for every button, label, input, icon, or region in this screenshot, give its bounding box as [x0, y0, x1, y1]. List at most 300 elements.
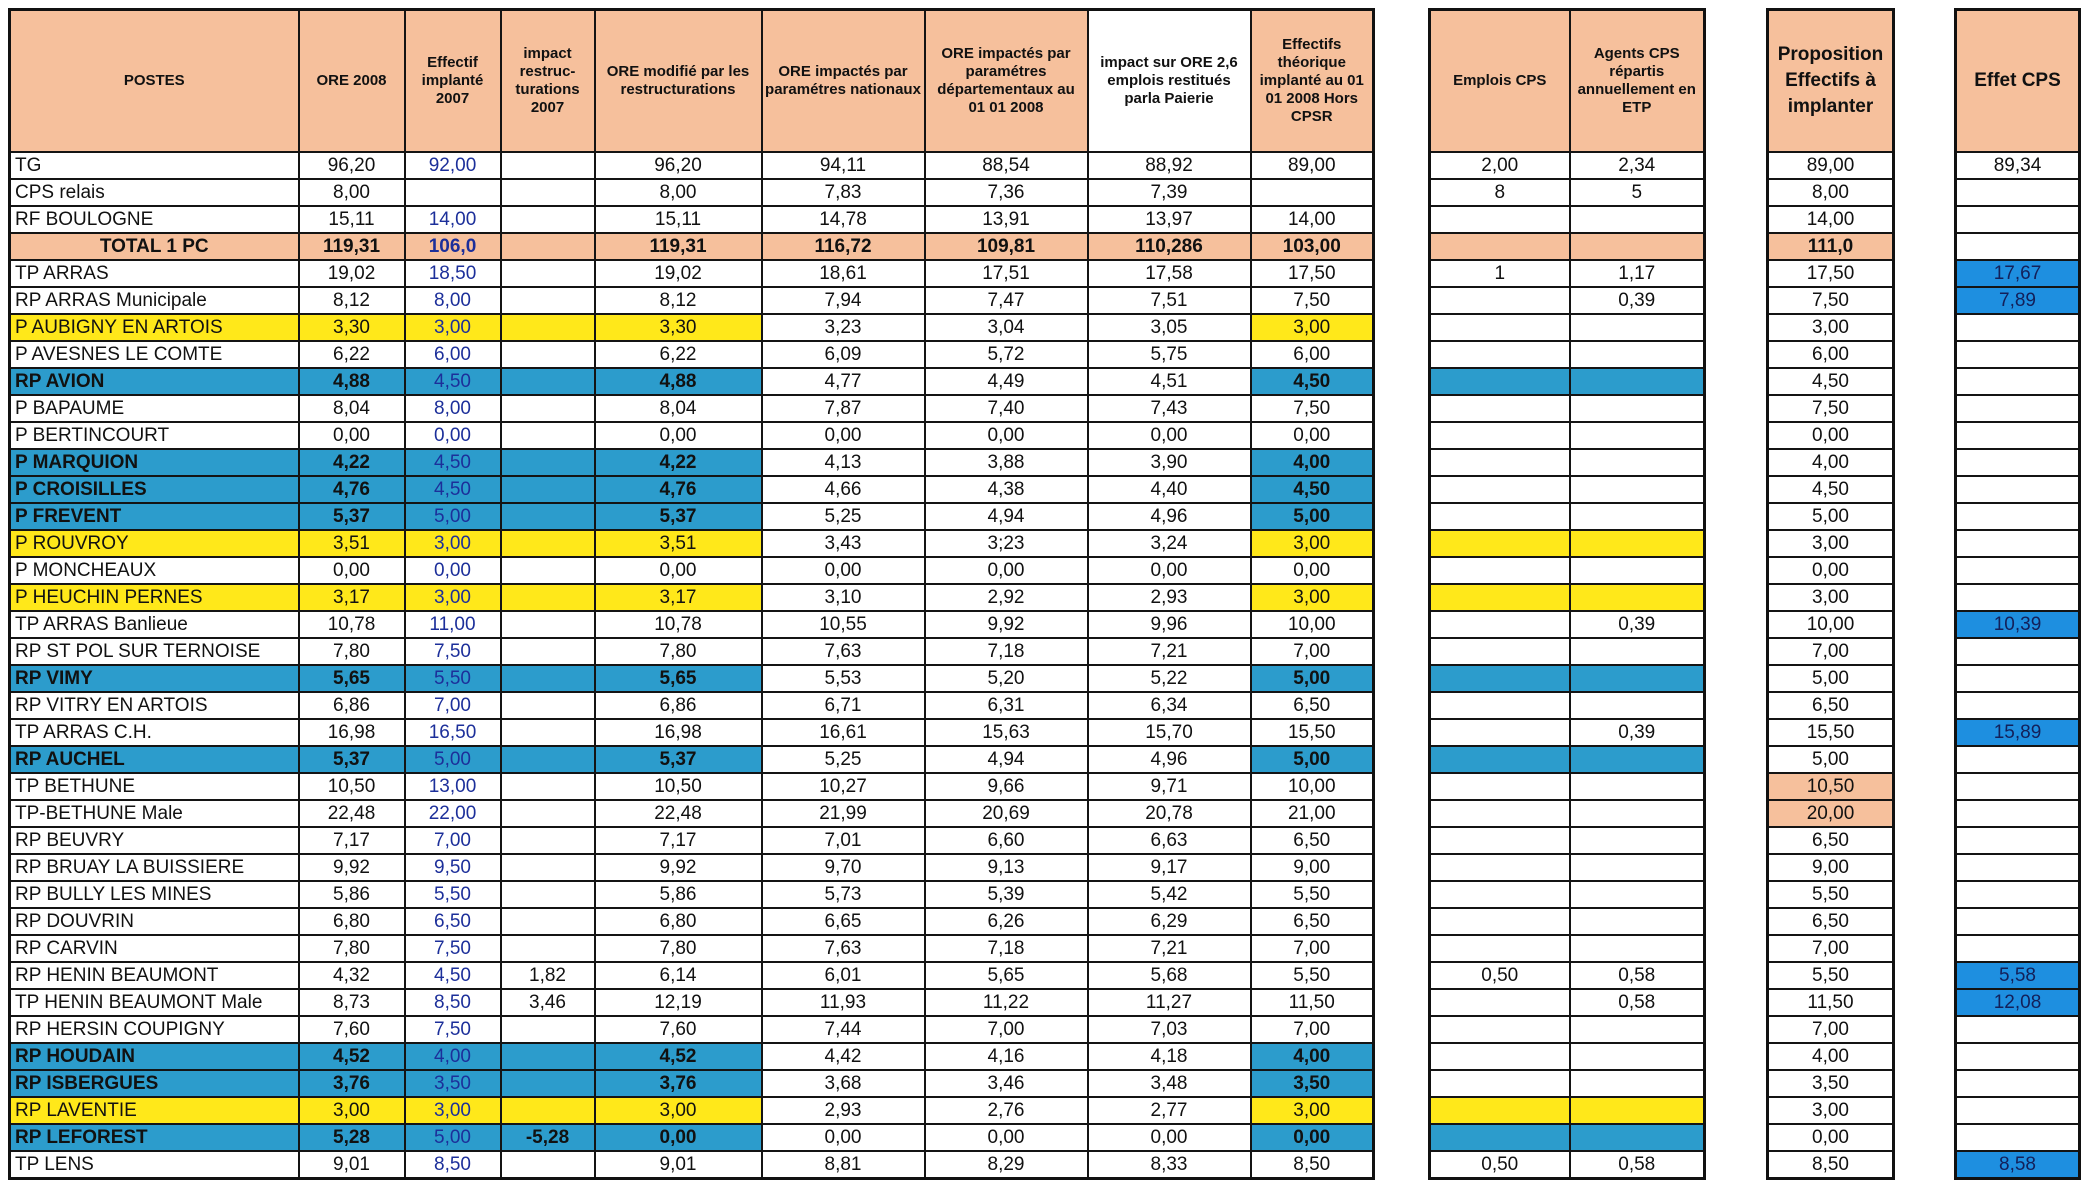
cell-impact-restructurations: 1,82: [501, 962, 595, 989]
cell-ore-departementaux: 5,39: [925, 881, 1088, 908]
cell-effet-cps: [1956, 557, 2080, 584]
cell-ore-modifie: 9,01: [595, 1151, 762, 1179]
cell-impact-paierie: 4,96: [1088, 746, 1251, 773]
cell-impact-restructurations: [501, 665, 595, 692]
cell-agents-cps: [1570, 1043, 1705, 1070]
cell-agents-cps: [1570, 368, 1705, 395]
cell-emplois-cps: [1430, 449, 1570, 476]
cell-ore-modifie: 3,30: [595, 314, 762, 341]
cell-ore-nationaux: 6,01: [762, 962, 925, 989]
cell-effectif-2007: 7,00: [405, 827, 501, 854]
cell-ore-modifie: 8,12: [595, 287, 762, 314]
cell-ore-departementaux: 5,65: [925, 962, 1088, 989]
cell-emplois-cps: 2,00: [1430, 152, 1570, 179]
effet-row: [1956, 368, 2080, 395]
cell-impact-restructurations: [501, 206, 595, 233]
effet-row: [1956, 503, 2080, 530]
cell-impact-paierie: 4,18: [1088, 1043, 1251, 1070]
cell-agents-cps: 2,34: [1570, 152, 1705, 179]
effet-row: [1956, 827, 2080, 854]
main-table: [8, 8, 1375, 1180]
table-row: [10, 503, 1374, 530]
cell-impact-restructurations: [501, 584, 595, 611]
cell-ore-departementaux: 17,51: [925, 260, 1088, 287]
cps-row: [1430, 152, 1705, 179]
proposition-row: [1768, 179, 1894, 206]
table-row: [10, 314, 1374, 341]
cps-row: [1430, 449, 1705, 476]
cell-effectif-2007: 9,50: [405, 854, 501, 881]
cell-effectif-2007: 7,50: [405, 638, 501, 665]
header-effectif-2007: Effectif implanté 2007: [405, 10, 501, 153]
cell-ore-modifie: 4,76: [595, 476, 762, 503]
effet-row: [1956, 1016, 2080, 1043]
cell-impact-restructurations: [501, 422, 595, 449]
header-agents-cps: Agents CPS répartis annuellement en ETP: [1570, 10, 1705, 153]
cell-ore-departementaux: 7,18: [925, 638, 1088, 665]
cell-effectif-2007: 8,00: [405, 395, 501, 422]
cell-effet-cps: [1956, 314, 2080, 341]
cell-impact-restructurations: [501, 395, 595, 422]
cell-ore-modifie: 9,92: [595, 854, 762, 881]
cell-impact-paierie: 7,51: [1088, 287, 1251, 314]
cell-effet-cps: 17,67: [1956, 260, 2080, 287]
cell-ore-modifie: 15,11: [595, 206, 762, 233]
cell-effectif-2007: 4,50: [405, 962, 501, 989]
cell-ore-2008: 9,01: [299, 1151, 405, 1179]
table-row: [10, 368, 1374, 395]
cell-ore-nationaux: 5,53: [762, 665, 925, 692]
cell-proposition: 7,00: [1768, 1016, 1894, 1043]
effet-row: [1956, 692, 2080, 719]
cps-row: [1430, 665, 1705, 692]
cell-impact-restructurations: [501, 1016, 595, 1043]
cell-impact-paierie: 13,97: [1088, 206, 1251, 233]
proposition-row: [1768, 449, 1894, 476]
cell-ore-nationaux: 6,71: [762, 692, 925, 719]
proposition-row: [1768, 854, 1894, 881]
cell-agents-cps: [1570, 1124, 1705, 1151]
cell-ore-modifie: 119,31: [595, 233, 762, 260]
cell-impact-paierie: 6,34: [1088, 692, 1251, 719]
cell-effectif-2007: 3,50: [405, 1070, 501, 1097]
table-row: [10, 1016, 1374, 1043]
cps-row: [1430, 1070, 1705, 1097]
table-row: [10, 476, 1374, 503]
header-ore-modifie: ORE modifié par les restructurations: [595, 10, 762, 153]
cell-emplois-cps: [1430, 395, 1570, 422]
cell-impact-restructurations: [501, 233, 595, 260]
table-row: [10, 773, 1374, 800]
cell-proposition: 5,50: [1768, 962, 1894, 989]
cell-ore-modifie: 5,37: [595, 503, 762, 530]
cell-ore-2008: 3,17: [299, 584, 405, 611]
effet-row: [1956, 881, 2080, 908]
cps-row: [1430, 989, 1705, 1016]
cell-ore-modifie: 96,20: [595, 152, 762, 179]
cell-impact-restructurations: [501, 719, 595, 746]
cps-row: [1430, 314, 1705, 341]
cell-emplois-cps: 1: [1430, 260, 1570, 287]
effet-row: [1956, 341, 2080, 368]
cell-ore-departementaux: 11,22: [925, 989, 1088, 1016]
cell-effectifs-theorique: 7,50: [1251, 395, 1374, 422]
cell-effet-cps: [1956, 395, 2080, 422]
cell-ore-nationaux: 7,83: [762, 179, 925, 206]
cell-impact-paierie: 7,43: [1088, 395, 1251, 422]
cell-ore-nationaux: 0,00: [762, 422, 925, 449]
cell-ore-nationaux: 7,63: [762, 638, 925, 665]
table-row: [10, 206, 1374, 233]
cell-agents-cps: 0,39: [1570, 611, 1705, 638]
cell-effet-cps: [1956, 746, 2080, 773]
cell-poste: P AVESNES LE COMTE: [10, 341, 299, 368]
cell-agents-cps: [1570, 395, 1705, 422]
cell-ore-departementaux: 5,20: [925, 665, 1088, 692]
cell-emplois-cps: [1430, 476, 1570, 503]
cell-agents-cps: [1570, 854, 1705, 881]
cell-effectif-2007: 3,00: [405, 530, 501, 557]
cell-ore-nationaux: 3,23: [762, 314, 925, 341]
cell-impact-paierie: 20,78: [1088, 800, 1251, 827]
cell-effet-cps: [1956, 206, 2080, 233]
cell-emplois-cps: [1430, 1043, 1570, 1070]
cell-ore-departementaux: 0,00: [925, 1124, 1088, 1151]
cell-ore-nationaux: 14,78: [762, 206, 925, 233]
cell-ore-modifie: 16,98: [595, 719, 762, 746]
cell-ore-2008: 9,92: [299, 854, 405, 881]
cell-effectif-2007: 6,50: [405, 908, 501, 935]
cell-emplois-cps: [1430, 692, 1570, 719]
cell-effectifs-theorique: 3,00: [1251, 1097, 1374, 1124]
proposition-row: [1768, 287, 1894, 314]
cell-ore-departementaux: 8,29: [925, 1151, 1088, 1179]
cell-ore-2008: 4,32: [299, 962, 405, 989]
cell-proposition: 89,00: [1768, 152, 1894, 179]
cell-poste: RP ST POL SUR TERNOISE: [10, 638, 299, 665]
cell-effectif-2007: 8,50: [405, 989, 501, 1016]
effet-row: [1956, 395, 2080, 422]
cell-effectifs-theorique: 3,00: [1251, 314, 1374, 341]
proposition-row: [1768, 395, 1894, 422]
cell-ore-departementaux: 2,76: [925, 1097, 1088, 1124]
effet-row: [1956, 422, 2080, 449]
cell-proposition: 111,0: [1768, 233, 1894, 260]
cell-ore-2008: 8,12: [299, 287, 405, 314]
cell-effectifs-theorique: 5,00: [1251, 665, 1374, 692]
cell-ore-2008: 10,78: [299, 611, 405, 638]
cell-ore-nationaux: 3,68: [762, 1070, 925, 1097]
cell-proposition: 8,00: [1768, 179, 1894, 206]
cell-ore-nationaux: 7,94: [762, 287, 925, 314]
cell-ore-2008: 5,28: [299, 1124, 405, 1151]
proposition-row: [1768, 1043, 1894, 1070]
cell-ore-nationaux: 7,63: [762, 935, 925, 962]
cell-proposition: 3,00: [1768, 314, 1894, 341]
cell-ore-departementaux: 7,47: [925, 287, 1088, 314]
cps-row: [1430, 908, 1705, 935]
cell-ore-nationaux: 3,43: [762, 530, 925, 557]
table-row: [10, 989, 1374, 1016]
table-row: [10, 638, 1374, 665]
cell-impact-paierie: 9,96: [1088, 611, 1251, 638]
cell-emplois-cps: [1430, 881, 1570, 908]
cps-row: [1430, 827, 1705, 854]
effet-row: [1956, 665, 2080, 692]
proposition-row: [1768, 584, 1894, 611]
cell-poste: RP BEUVRY: [10, 827, 299, 854]
header-row: [10, 10, 1374, 153]
effet-row: [1956, 746, 2080, 773]
header-impact-paierie: impact sur ORE 2,6 emplois restitués parla Paierie: [1088, 10, 1251, 153]
header-ore-nationaux: ORE impactés par paramétres nationaux: [762, 10, 925, 153]
cell-impact-paierie: 5,42: [1088, 881, 1251, 908]
cell-emplois-cps: [1430, 719, 1570, 746]
effet-row: [1956, 854, 2080, 881]
cell-effet-cps: [1956, 1043, 2080, 1070]
cell-ore-2008: 22,48: [299, 800, 405, 827]
cell-proposition: 5,00: [1768, 665, 1894, 692]
cell-ore-2008: 3,76: [299, 1070, 405, 1097]
cell-poste: TP ARRAS: [10, 260, 299, 287]
effet-row: [1956, 962, 2080, 989]
effet-row: [1956, 476, 2080, 503]
effet-row: [1956, 449, 2080, 476]
header-effectifs-theorique: Effectifs théorique implanté au 01 01 2008 Hors CPSR: [1251, 10, 1374, 153]
cell-ore-nationaux: 94,11: [762, 152, 925, 179]
proposition-row: [1768, 530, 1894, 557]
cell-ore-nationaux: 5,73: [762, 881, 925, 908]
cps-row: [1430, 395, 1705, 422]
cell-ore-nationaux: 0,00: [762, 557, 925, 584]
proposition-row: [1768, 746, 1894, 773]
cell-effectif-2007: 6,00: [405, 341, 501, 368]
cell-impact-restructurations: [501, 1151, 595, 1179]
cell-effet-cps: [1956, 530, 2080, 557]
cell-effet-cps: [1956, 1016, 2080, 1043]
cell-ore-modifie: 7,80: [595, 638, 762, 665]
cell-ore-nationaux: 10,55: [762, 611, 925, 638]
cell-agents-cps: [1570, 422, 1705, 449]
cell-ore-2008: 7,80: [299, 638, 405, 665]
cell-poste: RP HERSIN COUPIGNY: [10, 1016, 299, 1043]
cell-ore-nationaux: 4,77: [762, 368, 925, 395]
cell-emplois-cps: [1430, 341, 1570, 368]
effet-row: [1956, 584, 2080, 611]
cell-poste: CPS relais: [10, 179, 299, 206]
cell-emplois-cps: [1430, 1016, 1570, 1043]
cell-impact-paierie: 3,48: [1088, 1070, 1251, 1097]
cell-impact-paierie: 4,51: [1088, 368, 1251, 395]
cell-emplois-cps: [1430, 989, 1570, 1016]
cell-effectifs-theorique: 89,00: [1251, 152, 1374, 179]
cell-proposition: 5,00: [1768, 746, 1894, 773]
cell-effectif-2007: 4,50: [405, 368, 501, 395]
cell-effectif-2007: 5,00: [405, 746, 501, 773]
cell-poste: RP ARRAS Municipale: [10, 287, 299, 314]
cell-impact-restructurations: [501, 773, 595, 800]
cell-proposition: 14,00: [1768, 206, 1894, 233]
cell-proposition: 7,50: [1768, 395, 1894, 422]
cell-poste: TP ARRAS Banlieue: [10, 611, 299, 638]
cell-ore-departementaux: 6,60: [925, 827, 1088, 854]
cell-effectifs-theorique: 0,00: [1251, 422, 1374, 449]
cps-row: [1430, 503, 1705, 530]
cell-ore-departementaux: 7,36: [925, 179, 1088, 206]
cell-ore-nationaux: 4,42: [762, 1043, 925, 1070]
cell-proposition: 9,00: [1768, 854, 1894, 881]
cell-agents-cps: [1570, 476, 1705, 503]
table-row: [10, 935, 1374, 962]
cell-effectif-2007: 3,00: [405, 1097, 501, 1124]
cell-proposition: 15,50: [1768, 719, 1894, 746]
cell-ore-departementaux: 15,63: [925, 719, 1088, 746]
cell-ore-modifie: 8,04: [595, 395, 762, 422]
cell-proposition: 7,00: [1768, 638, 1894, 665]
cell-effectifs-theorique: 11,50: [1251, 989, 1374, 1016]
cell-ore-nationaux: 5,25: [762, 503, 925, 530]
cell-effectif-2007: 92,00: [405, 152, 501, 179]
cps-row: [1430, 1097, 1705, 1124]
cell-ore-departementaux: 9,66: [925, 773, 1088, 800]
cell-ore-2008: 8,04: [299, 395, 405, 422]
cell-impact-restructurations: [501, 530, 595, 557]
table-row: [10, 1043, 1374, 1070]
effet-row: [1956, 611, 2080, 638]
cell-ore-departementaux: 9,13: [925, 854, 1088, 881]
cell-impact-restructurations: [501, 260, 595, 287]
cell-impact-restructurations: [501, 1070, 595, 1097]
cell-impact-paierie: 0,00: [1088, 422, 1251, 449]
proposition-row: [1768, 692, 1894, 719]
cell-effectif-2007: 13,00: [405, 773, 501, 800]
cell-emplois-cps: [1430, 854, 1570, 881]
cell-ore-modifie: 6,80: [595, 908, 762, 935]
cell-effet-cps: [1956, 1097, 2080, 1124]
cell-impact-paierie: 4,40: [1088, 476, 1251, 503]
cell-poste: P ROUVROY: [10, 530, 299, 557]
cell-agents-cps: [1570, 503, 1705, 530]
header-emplois-cps: Emplois CPS: [1430, 10, 1570, 153]
cell-effectif-2007: 106,0: [405, 233, 501, 260]
effet-row: [1956, 233, 2080, 260]
cell-poste: RP BULLY LES MINES: [10, 881, 299, 908]
cell-ore-modifie: 6,14: [595, 962, 762, 989]
cell-ore-modifie: 6,22: [595, 341, 762, 368]
cell-agents-cps: 5: [1570, 179, 1705, 206]
cell-ore-modifie: 0,00: [595, 422, 762, 449]
cell-ore-nationaux: 18,61: [762, 260, 925, 287]
table-row: [10, 881, 1374, 908]
cell-effectifs-theorique: 7,00: [1251, 935, 1374, 962]
cell-impact-restructurations: [501, 179, 595, 206]
header-impact-restructurations: impact restruc-turations 2007: [501, 10, 595, 153]
cell-ore-2008: 5,37: [299, 503, 405, 530]
table-row: [10, 1151, 1374, 1179]
cell-ore-2008: 6,80: [299, 908, 405, 935]
cell-proposition: 20,00: [1768, 800, 1894, 827]
cell-agents-cps: [1570, 881, 1705, 908]
cell-proposition: 17,50: [1768, 260, 1894, 287]
cell-ore-2008: 6,86: [299, 692, 405, 719]
cell-effectifs-theorique: 8,50: [1251, 1151, 1374, 1179]
cell-proposition: 0,00: [1768, 557, 1894, 584]
cell-agents-cps: [1570, 449, 1705, 476]
cell-agents-cps: 0,39: [1570, 719, 1705, 746]
cell-effectifs-theorique: 4,50: [1251, 476, 1374, 503]
cell-poste: RP AVION: [10, 368, 299, 395]
cell-effet-cps: [1956, 881, 2080, 908]
cell-effectif-2007: 5,00: [405, 503, 501, 530]
cell-ore-modifie: 3,51: [595, 530, 762, 557]
cell-agents-cps: [1570, 233, 1705, 260]
cell-ore-nationaux: 3,10: [762, 584, 925, 611]
cps-row: [1430, 260, 1705, 287]
cell-effectifs-theorique: 17,50: [1251, 260, 1374, 287]
total-row: [10, 233, 1374, 260]
cell-emplois-cps: [1430, 935, 1570, 962]
cell-effet-cps: [1956, 503, 2080, 530]
effet-row: [1956, 530, 2080, 557]
cell-effet-cps: [1956, 368, 2080, 395]
cell-impact-paierie: 5,22: [1088, 665, 1251, 692]
cell-effet-cps: [1956, 584, 2080, 611]
cell-poste: TG: [10, 152, 299, 179]
cell-impact-paierie: 3,90: [1088, 449, 1251, 476]
cell-ore-departementaux: 3,88: [925, 449, 1088, 476]
cell-proposition: 10,00: [1768, 611, 1894, 638]
cell-effectifs-theorique: 5,00: [1251, 746, 1374, 773]
cell-poste: RP DOUVRIN: [10, 908, 299, 935]
cell-ore-nationaux: 8,81: [762, 1151, 925, 1179]
cell-poste: RP CARVIN: [10, 935, 299, 962]
cell-ore-nationaux: 7,44: [762, 1016, 925, 1043]
table-row: [10, 530, 1374, 557]
cell-agents-cps: [1570, 908, 1705, 935]
cell-effectifs-theorique: 7,00: [1251, 1016, 1374, 1043]
cell-ore-modifie: 10,50: [595, 773, 762, 800]
cell-emplois-cps: [1430, 368, 1570, 395]
cell-emplois-cps: 0,50: [1430, 962, 1570, 989]
cell-effectif-2007: 4,50: [405, 449, 501, 476]
cell-ore-nationaux: 5,25: [762, 746, 925, 773]
table-row: [10, 287, 1374, 314]
cell-effectifs-theorique: 6,50: [1251, 827, 1374, 854]
table-row: [10, 260, 1374, 287]
cell-proposition: 7,50: [1768, 287, 1894, 314]
cell-ore-departementaux: 6,31: [925, 692, 1088, 719]
cell-impact-restructurations: [501, 557, 595, 584]
table-row: [10, 665, 1374, 692]
cell-ore-nationaux: 7,01: [762, 827, 925, 854]
cell-agents-cps: [1570, 1016, 1705, 1043]
cell-ore-nationaux: 6,09: [762, 341, 925, 368]
cps-table: [1428, 8, 1706, 1180]
cell-ore-modifie: 3,00: [595, 1097, 762, 1124]
cell-effectif-2007: 7,00: [405, 692, 501, 719]
table-row: [10, 827, 1374, 854]
effet-row: [1956, 1124, 2080, 1151]
cell-effet-cps: [1956, 800, 2080, 827]
cell-ore-2008: 5,65: [299, 665, 405, 692]
header-ore-2008: ORE 2008: [299, 10, 405, 153]
cell-poste: P MARQUION: [10, 449, 299, 476]
cps-row: [1430, 287, 1705, 314]
cell-proposition: 5,00: [1768, 503, 1894, 530]
cell-effet-cps: [1956, 827, 2080, 854]
proposition-row: [1768, 827, 1894, 854]
proposition-row: [1768, 800, 1894, 827]
